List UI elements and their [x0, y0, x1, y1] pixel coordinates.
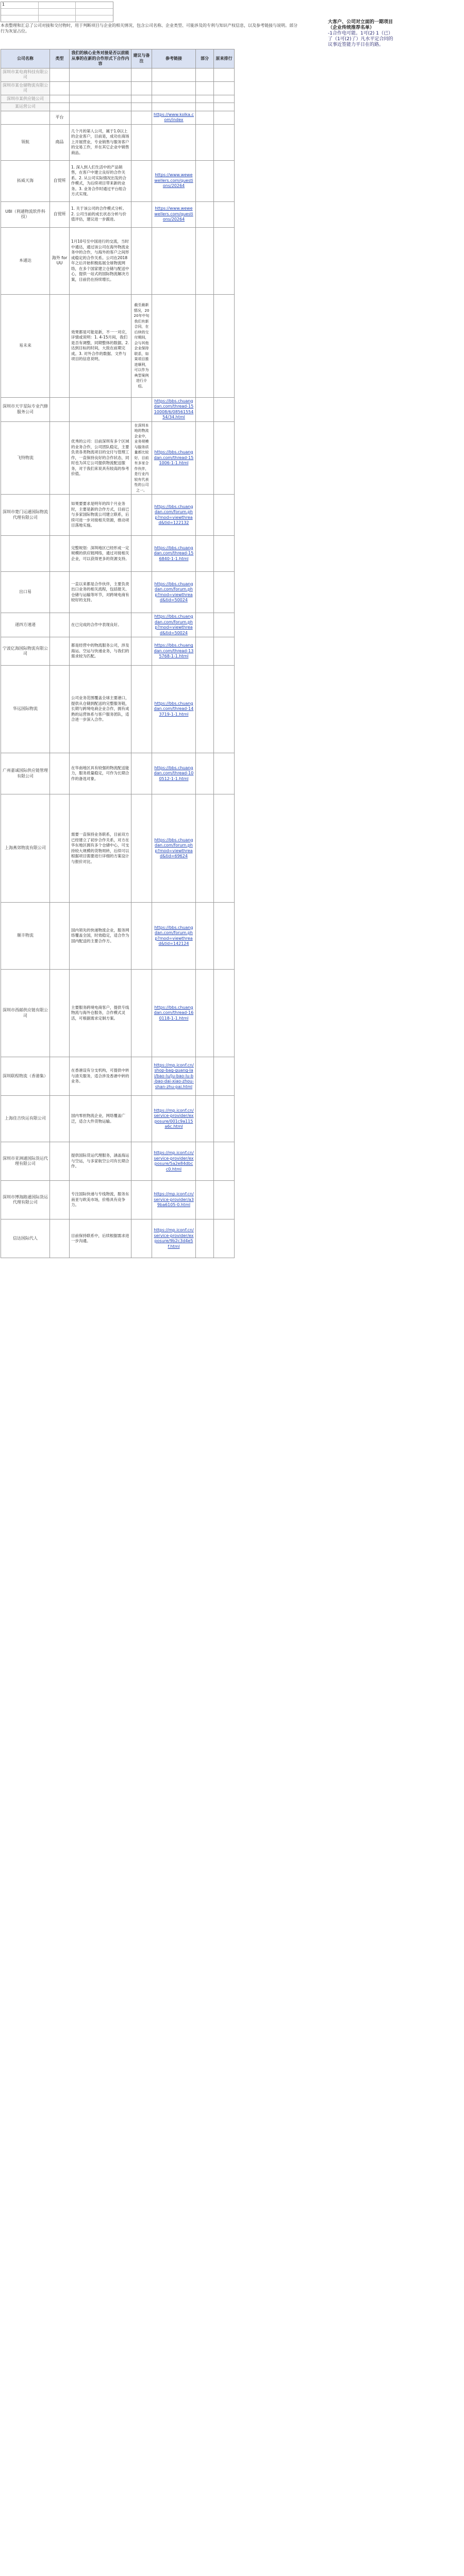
- rank-cell[interactable]: [214, 111, 235, 124]
- part-cell[interactable]: [196, 970, 214, 1057]
- type-cell[interactable]: [50, 294, 70, 397]
- table-row: [1, 536, 235, 572]
- table-row: [1, 753, 235, 794]
- notes-cell[interactable]: [131, 103, 152, 111]
- table-row: [1, 111, 235, 124]
- notes-cell[interactable]: [131, 1181, 152, 1219]
- table-row: [1, 903, 235, 970]
- top-frame: [1, 2, 113, 22]
- part-cell[interactable]: [196, 421, 214, 495]
- header-link[interactable]: 参考链接: [152, 49, 196, 69]
- part-cell[interactable]: [196, 536, 214, 572]
- top-frame-cell[interactable]: [1, 15, 39, 22]
- link-cell[interactable]: https://bbs.chuangdan.com/forum.php?mod=viewthread&tid=122132: [152, 495, 196, 536]
- notes-cell[interactable]: [131, 536, 152, 572]
- company-cell[interactable]: 递四方速递: [1, 613, 50, 637]
- type-cell[interactable]: [50, 970, 70, 1057]
- notes-cell[interactable]: 在深圳本地的物流企业中，业务规模与服务质量都比较好，目前有多家合作伙伴，是行业内较有代表性的公司之一。: [131, 421, 152, 495]
- table-row: [1, 124, 235, 160]
- rank-cell[interactable]: [214, 397, 235, 421]
- type-cell[interactable]: [50, 753, 70, 794]
- link-cell[interactable]: https://bbs.chuangdan.com/forum.php?mod=viewthread&tid=69624: [152, 794, 196, 903]
- notes-cell[interactable]: [131, 613, 152, 637]
- rank-cell[interactable]: [214, 753, 235, 794]
- link-cell[interactable]: [152, 95, 196, 103]
- description-cell[interactable]: 几个月的第人公司，属于1.0以上的企业客户，目前是，成功在商场上开展营业，专业销售与服务客户的交易工作，并在其它企业中销售商品。: [70, 124, 131, 160]
- rank-cell[interactable]: [214, 227, 235, 294]
- description-cell[interactable]: 都是经营中的物流服务公司，涉及海运、空运与快递业务，与我们的需求较为匹配。: [70, 637, 131, 666]
- link-cell[interactable]: [152, 227, 196, 294]
- company-cell[interactable]: 深圳市某仓储物流有限公司: [1, 81, 50, 95]
- part-cell[interactable]: [196, 294, 214, 397]
- part-cell[interactable]: [196, 1057, 214, 1096]
- type-cell[interactable]: [50, 613, 70, 637]
- rank-cell[interactable]: [214, 201, 235, 227]
- part-cell[interactable]: [196, 666, 214, 753]
- company-cell[interactable]: 深圳联程物流（香港集）: [1, 1057, 50, 1096]
- rank-cell[interactable]: [214, 294, 235, 397]
- top-frame-cell[interactable]: [76, 15, 113, 22]
- rank-cell[interactable]: [214, 666, 235, 753]
- type-cell[interactable]: [50, 1142, 70, 1181]
- part-cell[interactable]: [196, 68, 214, 81]
- table-row: [1, 68, 235, 81]
- description-cell[interactable]: 1. 关于该公司的合作模式分析。2. 公司当前的成长状态分析与价值评估，建议进一步跟进。: [70, 201, 131, 227]
- right-note-title: 大客户、公司对立面的一期项目（企业传统推荐名单）: [328, 20, 393, 30]
- rank-cell[interactable]: [214, 1219, 235, 1258]
- description-cell[interactable]: 优秀的公司：目前深圳有多个区域的业务合作，公司团队稳定，主要负责各类物流项目的交付与管理工作，一直保持良好的合作状态，同时也为其它公司提供物流配送服务，对于我们来说具有较高的参考价值。: [70, 421, 131, 495]
- company-cell[interactable]: 上海燕郊物流有限公司: [1, 794, 50, 903]
- description-cell[interactable]: [70, 111, 131, 124]
- header-rank[interactable]: 原来排行: [214, 49, 235, 69]
- table-row: [1, 1142, 235, 1181]
- description-cell[interactable]: [70, 397, 131, 421]
- part-cell[interactable]: [196, 794, 214, 903]
- description-cell[interactable]: 国内零担物流企业，网络覆盖广泛，适合大件货物运输。: [70, 1096, 131, 1142]
- table-row: [1, 794, 235, 903]
- type-cell[interactable]: [50, 572, 70, 613]
- intro-note: 本表整理和汇总了公司对接和交付物时，用于判断项目与企业的相关情况，包含公司名称、企业类型、可能涉及的专利与知识产权信息，以及参考链接与说明。部分行为灰显占位。: [1, 23, 297, 33]
- link-cell[interactable]: [152, 81, 196, 95]
- part-cell[interactable]: [196, 103, 214, 111]
- company-cell[interactable]: 领航: [1, 124, 50, 160]
- table-row: [1, 1057, 235, 1096]
- part-cell[interactable]: [196, 1219, 214, 1258]
- type-cell[interactable]: [50, 637, 70, 666]
- header-company[interactable]: 公司名称: [1, 49, 50, 69]
- link-cell[interactable]: [152, 294, 196, 397]
- table-row: [1, 160, 235, 201]
- rank-cell[interactable]: [214, 81, 235, 95]
- link-cell[interactable]: https://mp.iconf.cn/service-provider/exposure/9b2c3d4e5f.html: [152, 1219, 196, 1258]
- company-cell[interactable]: 深圳市天宇星际专业汽修服务公司: [1, 397, 50, 421]
- notes-cell[interactable]: [131, 1142, 152, 1181]
- notes-cell[interactable]: [131, 227, 152, 294]
- rank-cell[interactable]: [214, 794, 235, 903]
- notes-cell[interactable]: [131, 753, 152, 794]
- top-frame-cell[interactable]: 1: [1, 2, 39, 8]
- top-frame-cell[interactable]: [39, 2, 76, 8]
- notes-cell[interactable]: [131, 794, 152, 903]
- table-row: [1, 572, 235, 613]
- rank-cell[interactable]: [214, 572, 235, 613]
- header-part[interactable]: 部分: [196, 49, 214, 69]
- description-cell[interactable]: 在已完成的合作中表现良好。: [70, 613, 131, 637]
- part-cell[interactable]: [196, 397, 214, 421]
- type-cell[interactable]: 海外 forUU: [50, 227, 70, 294]
- part-cell[interactable]: [196, 753, 214, 794]
- description-cell[interactable]: 在华南地区具有较强的物流配送能力，服务质量稳定，可作为长期合作的备选对象。: [70, 753, 131, 794]
- top-frame-cell[interactable]: [39, 9, 76, 15]
- description-cell[interactable]: 一直以来都是合作伙伴，主要负责出口业务的相关流程，包括报关、仓储与运输等环节，对跨境电商有较好的支持。: [70, 572, 131, 613]
- table-row: [1, 294, 235, 397]
- link-cell[interactable]: https://bbs.chuangdan.com/thread-156840-1-1.html: [152, 536, 196, 572]
- description-cell[interactable]: 如果要要求是明年的四个月业务时，主要是新的合作方式，目前已与多家国际物流公司建立联系，后续可进一步对接相关资源，推动项目落地实施。: [70, 495, 131, 536]
- notes-cell[interactable]: [131, 201, 152, 227]
- spreadsheet-table: [1, 49, 235, 1258]
- company-cell[interactable]: 深圳市某供应链公司: [1, 95, 50, 103]
- notes-cell[interactable]: [131, 95, 152, 103]
- type-cell[interactable]: [50, 1181, 70, 1219]
- link-cell[interactable]: https://www.kolka.com/index: [152, 111, 196, 124]
- description-cell[interactable]: 目前保持联系中，后续根据需求进一步沟通。: [70, 1219, 131, 1258]
- description-cell[interactable]: [70, 81, 131, 95]
- table-row: [1, 1096, 235, 1142]
- type-cell[interactable]: [50, 794, 70, 903]
- part-cell[interactable]: [196, 95, 214, 103]
- table-row: [1, 1181, 235, 1219]
- link-cell[interactable]: https://bbs.chuangdan.com/thread-143719-1-1.html: [152, 666, 196, 753]
- table-row: [1, 970, 235, 1057]
- company-cell[interactable]: [1, 111, 50, 124]
- description-cell[interactable]: 1月10号至中国进行的交流，当时中通达，通过该公司在海外物流业务中的合作，与海外的客户之间形成稳定的合作关系。公司在2018年之后开始积极拓展全球物流网络，在多个国家建立仓储与配送中心，提供一站式的国际物流解决方案，目前仍在持续增长。: [70, 227, 131, 294]
- type-cell[interactable]: [50, 903, 70, 970]
- type-cell[interactable]: [50, 81, 70, 95]
- top-frame-cell[interactable]: [76, 9, 113, 15]
- description-cell[interactable]: 主要服务跨境电商客户，提供专线物流与海外仓服务，合作模式灵活，可根据需求定制方案。: [70, 970, 131, 1057]
- company-cell[interactable]: 宁波亿海国际物流有限公司: [1, 637, 50, 666]
- company-cell[interactable]: 某运营公司: [1, 103, 50, 111]
- link-cell[interactable]: https://mp.iconf.cn/service-provider/a39ba6105-0.html: [152, 1181, 196, 1219]
- description-cell[interactable]: 1. 深入到人们生活中的产品销售，在客户中建立良好的合作关系。2. 从公司实际情况出发的合作模式，为后续项目带来新的业务。3. 业务合作时通过平台组合方式实现。: [70, 160, 131, 201]
- link-cell[interactable]: https://bbs.chuangdan.com/thread-1510008/6/0856155454/34.html: [152, 397, 196, 421]
- table-row: [1, 666, 235, 753]
- notes-cell[interactable]: 截至最新情况，2020年中旬我们有新合同，在后续的交付期间，会与其他企业保持联系，如果项目推进顺利，可以作为典型案例进行介绍。: [131, 294, 152, 397]
- link-cell[interactable]: https://bbs.chuangdan.com/forum.php?mod=viewthread&tid=50024: [152, 572, 196, 613]
- type-cell[interactable]: [50, 421, 70, 495]
- notes-cell[interactable]: [131, 124, 152, 160]
- company-cell[interactable]: 出口易: [1, 572, 50, 613]
- table-row: [1, 637, 235, 666]
- top-frame-cell[interactable]: [39, 15, 76, 22]
- part-cell[interactable]: [196, 1181, 214, 1219]
- company-cell[interactable]: 信达国际代人: [1, 1219, 50, 1258]
- part-cell[interactable]: [196, 111, 214, 124]
- type-cell[interactable]: 商品: [50, 124, 70, 160]
- link-cell[interactable]: https://www.wewewellers.com/questions/20264: [152, 201, 196, 227]
- company-cell[interactable]: 深圳市西邮供应链有限公司: [1, 970, 50, 1057]
- type-cell[interactable]: [50, 536, 70, 572]
- company-cell[interactable]: 华远国际物流: [1, 666, 50, 753]
- table-row: [1, 81, 235, 95]
- description-cell[interactable]: [70, 95, 131, 103]
- link-cell[interactable]: https://mp.iconf.cn/shop-bag-guang-lai/bao-lu/ju-bao-lu-b-bao-dai-xiao-zhou-shan-zhu-pai.html: [152, 1057, 196, 1096]
- part-cell[interactable]: [196, 81, 214, 95]
- part-cell[interactable]: [196, 637, 214, 666]
- header-type[interactable]: 类型: [50, 49, 70, 69]
- rank-cell[interactable]: [214, 903, 235, 970]
- rank-cell[interactable]: [214, 1181, 235, 1219]
- table-row: [1, 1219, 235, 1258]
- type-cell[interactable]: [50, 495, 70, 536]
- notes-cell[interactable]: [131, 397, 152, 421]
- description-cell[interactable]: [70, 103, 131, 111]
- notes-cell[interactable]: [131, 637, 152, 666]
- description-cell[interactable]: [70, 68, 131, 81]
- company-cell[interactable]: 深圳市某电商科技有限公司: [1, 68, 50, 81]
- rank-cell[interactable]: [214, 613, 235, 637]
- type-cell[interactable]: [50, 95, 70, 103]
- rank-cell[interactable]: [214, 495, 235, 536]
- company-cell[interactable]: 飞特物流: [1, 421, 50, 495]
- part-cell[interactable]: [196, 572, 214, 613]
- header-notes[interactable]: 建议与备注: [131, 49, 152, 69]
- table-row: [1, 95, 235, 103]
- link-cell[interactable]: https://mp.iconf.cn/service-provider/exposure/5a2e84dbcc0.html: [152, 1142, 196, 1181]
- table-row: [1, 397, 235, 421]
- description-cell[interactable]: 专注国际快递与专线物流，服务东南亚与欧美市场，价格具有竞争力。: [70, 1181, 131, 1219]
- type-cell[interactable]: [50, 1057, 70, 1096]
- company-cell[interactable]: 易未来: [1, 294, 50, 397]
- table-row: [1, 201, 235, 227]
- right-note-body: -1合作电可能。1可(2) 1（已）了（1可(2)了）凡水平定合同的议事近签能力平日在的路。: [328, 31, 393, 47]
- notes-cell[interactable]: [131, 495, 152, 536]
- company-cell[interactable]: 上海佳吉快运有限公司: [1, 1096, 50, 1142]
- company-cell[interactable]: [1, 536, 50, 572]
- company-cell[interactable]: 深圳市亚洲通国际货运代理有限公司: [1, 1142, 50, 1181]
- link-cell[interactable]: https://bbs.chuangdan.com/thread-135768-1-1.html: [152, 637, 196, 666]
- company-cell[interactable]: 深圳市楚门运通国际物流代理有限公司: [1, 495, 50, 536]
- type-cell[interactable]: [50, 68, 70, 81]
- type-cell[interactable]: 自贸所: [50, 201, 70, 227]
- part-cell[interactable]: [196, 495, 214, 536]
- table-row: [1, 613, 235, 637]
- link-cell[interactable]: https://www.wewewellers.com/questions/20264: [152, 160, 196, 201]
- company-cell[interactable]: 深圳市博海路通国际货运代理有限公司: [1, 1181, 50, 1219]
- notes-cell[interactable]: [131, 666, 152, 753]
- type-cell[interactable]: 平台: [50, 111, 70, 124]
- link-cell[interactable]: https://bbs.chuangdan.com/thread-151006-1-1.html: [152, 421, 196, 495]
- rank-cell[interactable]: [214, 421, 235, 495]
- part-cell[interactable]: [196, 1142, 214, 1181]
- rank-cell[interactable]: [214, 1142, 235, 1181]
- link-cell[interactable]: [152, 124, 196, 160]
- top-frame-cell[interactable]: [1, 9, 39, 15]
- rank-cell[interactable]: [214, 1057, 235, 1096]
- link-cell[interactable]: https://bbs.chuangdan.com/thread-160118-1-1.html: [152, 970, 196, 1057]
- description-cell[interactable]: 在香港设有分支机构，可提供中转与清关服务，适合涉及香港中转的业务。: [70, 1057, 131, 1096]
- link-cell[interactable]: https://bbs.chuangdan.com/thread-100512-1-1.html: [152, 753, 196, 794]
- company-cell[interactable]: 顺丰物流: [1, 903, 50, 970]
- table-row: [1, 421, 235, 495]
- notes-cell[interactable]: [131, 1057, 152, 1096]
- link-cell[interactable]: https://bbs.chuangdan.com/forum.php?mod=viewthread&tid=142124: [152, 903, 196, 970]
- top-frame-row: [1, 2, 113, 9]
- company-cell[interactable]: 广州嘉诚国际供应链管理有限公司: [1, 753, 50, 794]
- type-cell[interactable]: [50, 666, 70, 753]
- notes-cell[interactable]: [131, 970, 152, 1057]
- description-cell[interactable]: 效果都是可能是新，不一一对应，详情或说明：1. 4-15月间，我们是否有调整，同期整体的数据。2. 达到目标的时间，大致在前期完成。3. 对外合作的数据、文件与项目的信息说明。: [70, 294, 131, 397]
- type-cell[interactable]: [50, 1096, 70, 1142]
- header-description[interactable]: 我们的核心业务对接是否以前能从事的在新的合作形式下合作内容: [70, 49, 131, 69]
- notes-cell[interactable]: [131, 903, 152, 970]
- rank-cell[interactable]: [214, 124, 235, 160]
- rank-cell[interactable]: [214, 95, 235, 103]
- part-cell[interactable]: [196, 227, 214, 294]
- top-frame-row: [1, 9, 113, 15]
- table-row: [1, 495, 235, 536]
- notes-cell[interactable]: [131, 68, 152, 81]
- top-frame-cell[interactable]: [76, 2, 113, 8]
- rank-cell[interactable]: [214, 536, 235, 572]
- link-cell[interactable]: [152, 103, 196, 111]
- description-cell[interactable]: 提供国际货运代理服务，涵盖海运与空运，与多家航空公司有长期合作。: [70, 1142, 131, 1181]
- company-cell[interactable]: 拓威天海: [1, 160, 50, 201]
- notes-cell[interactable]: [131, 1096, 152, 1142]
- notes-cell[interactable]: [131, 1219, 152, 1258]
- part-cell[interactable]: [196, 613, 214, 637]
- rank-cell[interactable]: [214, 103, 235, 111]
- header-row: [1, 49, 235, 69]
- part-cell[interactable]: [196, 903, 214, 970]
- notes-cell[interactable]: [131, 81, 152, 95]
- type-cell[interactable]: [50, 1219, 70, 1258]
- top-frame-row: [1, 15, 113, 22]
- company-cell[interactable]: UBI（利通物流软件科技）: [1, 201, 50, 227]
- part-cell[interactable]: [196, 1096, 214, 1142]
- part-cell[interactable]: [196, 201, 214, 227]
- rank-cell[interactable]: [214, 970, 235, 1057]
- type-cell[interactable]: [50, 397, 70, 421]
- table-row: [1, 103, 235, 111]
- right-note: [328, 20, 395, 48]
- type-cell[interactable]: 自贸所: [50, 160, 70, 201]
- rank-cell[interactable]: [214, 637, 235, 666]
- notes-cell[interactable]: [131, 111, 152, 124]
- type-cell[interactable]: [50, 103, 70, 111]
- rank-cell[interactable]: [214, 160, 235, 201]
- description-cell[interactable]: 公司业务范围覆盖全球主要港口，提供从仓储到配送的完整服务链，长期与跨境电商企业合作，拥有成熟的运营体系与客户服务团队，适合进一步深入合作。: [70, 666, 131, 753]
- rank-cell[interactable]: [214, 68, 235, 81]
- table-row: [1, 227, 235, 294]
- company-cell[interactable]: 本通达: [1, 227, 50, 294]
- description-cell[interactable]: 国内领先的快递物流企业，服务网络覆盖全国，时效稳定，适合作为国内配送的主要合作方。: [70, 903, 131, 970]
- part-cell[interactable]: [196, 124, 214, 160]
- part-cell[interactable]: [196, 160, 214, 201]
- description-cell[interactable]: 需要一直保持业务联系，目前双方已经建立了初步合作关系，对方在华东地区拥有多个仓储中心，可支持较大规模的货物周转，后续可以根据项目需要进行详细的方案设计与报价对比。: [70, 794, 131, 903]
- link-cell[interactable]: https://mp.iconf.cn/service-provider/exposure/001c9a115a6c.html: [152, 1096, 196, 1142]
- link-cell[interactable]: https://bbs.chuangdan.com/forum.php?mod=viewthread&tid=50024: [152, 613, 196, 637]
- notes-cell[interactable]: [131, 160, 152, 201]
- notes-cell[interactable]: [131, 572, 152, 613]
- rank-cell[interactable]: [214, 1096, 235, 1142]
- description-cell[interactable]: 完整规划：深圳地区已经形成一定规模的供应链网络，通过对接相关企业，可以获得更多的资源支持。: [70, 536, 131, 572]
- link-cell[interactable]: [152, 68, 196, 81]
